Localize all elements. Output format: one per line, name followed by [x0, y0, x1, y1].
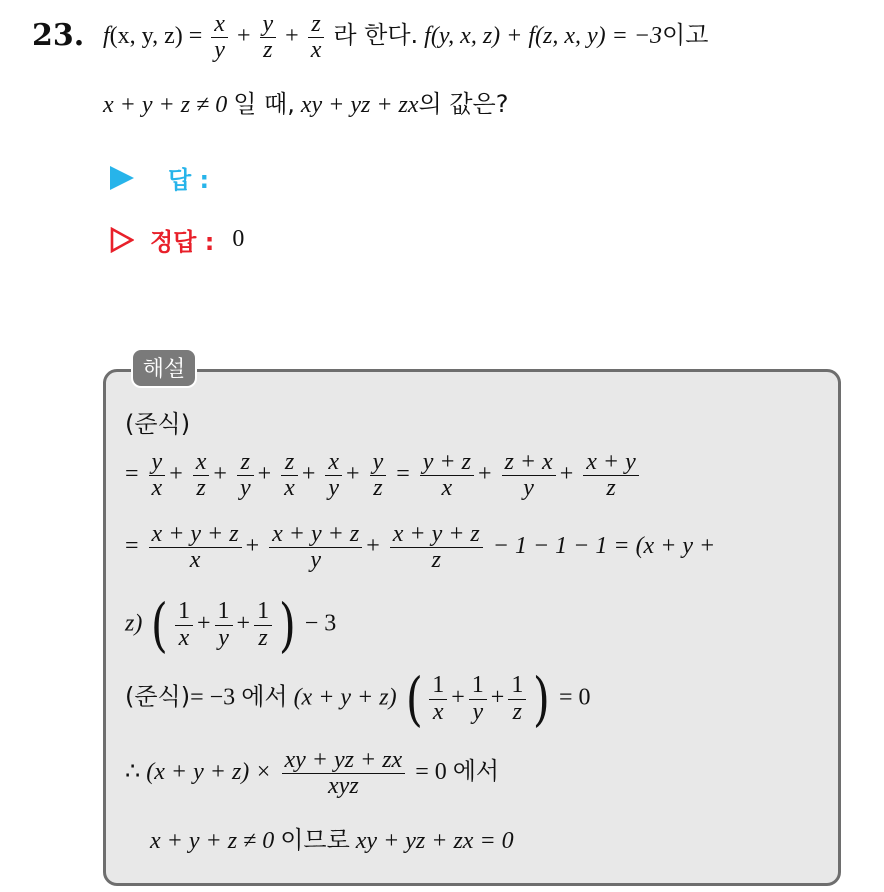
nonzero-condition: x + y + z ≠ 0	[150, 828, 275, 854]
fraction: $\frac{x + y + z}{z}$	[390, 522, 483, 573]
text-eseo: 에서	[241, 682, 288, 711]
fraction: $\frac{x + y}{z}$	[583, 450, 639, 501]
equals-sign: =	[396, 461, 410, 488]
fraction-z-over-x: $\frac{z}{x}$	[308, 12, 325, 63]
fraction-x-over-y: $\frac{x}{y}$	[211, 12, 228, 63]
correct-answer-value: 0	[232, 226, 245, 252]
fraction: $\frac{1}{x}$	[429, 673, 447, 724]
play-arrow-icon	[110, 166, 134, 190]
line4-tail: − 3	[304, 610, 337, 637]
function-args: (x, y, z) =	[109, 23, 203, 50]
solution-line-6	[125, 748, 499, 799]
fraction: $\frac{y}{z}$	[370, 450, 387, 501]
equals-sign: =	[125, 461, 139, 488]
fraction: $\frac{z + x}{y}$	[502, 450, 556, 501]
line5-tail: = 0	[558, 684, 591, 711]
text-imeuro: 이므로	[280, 826, 350, 854]
sum-factor: (x + y + z) ×	[146, 759, 272, 786]
fraction: $\frac{x}{z}$	[193, 450, 210, 501]
fraction: $\frac{1}{y}$	[215, 599, 233, 650]
text-eseo: 에서	[452, 757, 500, 786]
problem-line-2	[103, 84, 508, 119]
line4-head: z)	[125, 610, 143, 637]
equals-sign: =	[125, 533, 139, 560]
correct-answer-row	[110, 222, 244, 257]
fraction: $\frac{1}{x}$	[175, 599, 193, 650]
final-result: xy + yz + zx = 0	[355, 828, 514, 854]
answer-label: 답 :	[168, 166, 210, 194]
question-text: 의 값은?	[418, 90, 509, 118]
fraction: $\frac{y + z}{x}$	[420, 450, 474, 501]
fraction: $\frac{x}{y}$	[325, 450, 342, 501]
fraction: $\frac{x + y + z}{x}$	[149, 522, 242, 573]
outlined-arrow-icon	[110, 227, 134, 253]
sum-factor: (x + y + z)	[293, 684, 397, 711]
fraction-y-over-z: $\frac{y}{z}$	[260, 12, 277, 63]
nonzero-condition: x + y + z ≠ 0	[103, 92, 228, 118]
plus-sign: +	[285, 23, 299, 50]
fraction: $\frac{y}{x}$	[149, 450, 166, 501]
answer-row	[110, 160, 209, 195]
solution-line-3: = $\frac{x + y + z}{x}$ + $\frac{x + y + z}{y}$ + $\frac{x + y + z}{z}$ − 1 − 1 − 1 = (x + y +	[125, 521, 716, 574]
text-igo: 이고	[662, 21, 709, 50]
solution-line-4: z) ( $\frac{1}{x}$ + $\frac{1}{y}$ + $\frac{1}{z}$ ) − 3	[125, 591, 337, 659]
solution-line-5: (준식)= −3 에서 (x + y + z) ( $\frac{1}{x}$ + $\frac{1}{y}$ + $\frac{1}{z}$ ) = 0	[125, 665, 591, 733]
line6-tail: = 0	[415, 759, 447, 786]
text-ra-handa: 라 한다.	[333, 21, 419, 50]
solution-line-2: = $\frac{y}{x}$ + $\frac{x}{z}$ + $\frac{z}{y}$ + $\frac{z}{x}$ + $\frac{x}{y}$ + $\frac{y}{z}$ = $\frac{y + z}{x}$ + $\frac{z + x}{y}$ + $\frac{x + y}{z}$	[125, 450, 643, 501]
fraction: $\frac{xy + yz + zx}{\text{xyz}}$	[282, 748, 406, 799]
solution-tag: 해설	[131, 348, 197, 388]
therefore-symbol: ∴	[125, 759, 141, 786]
function-name: f	[103, 23, 110, 50]
line5-value: = −3	[190, 684, 236, 711]
condition-equation: f(y, x, z) + f(z, x, y) = −3	[424, 23, 663, 50]
fraction: $\frac{x + y + z}{y}$	[269, 522, 362, 573]
fraction: $\frac{1}{z}$	[254, 599, 272, 650]
fraction: $\frac{1}{z}$	[508, 673, 526, 724]
plus-sign: +	[236, 23, 251, 50]
fraction: $\frac{1}{y}$	[469, 673, 487, 724]
line3-tail: − 1 − 1 − 1 = (x + y +	[492, 533, 716, 560]
solution-line-7	[150, 820, 514, 855]
solution-line-1: (준식)	[125, 410, 191, 438]
fraction: $\frac{z}{x}$	[281, 450, 298, 501]
problem-number: 23.	[32, 18, 85, 53]
problem-line-1	[103, 12, 708, 63]
text-il-ttae: 일 때,	[233, 90, 295, 118]
target-expression: xy + yz + zx	[300, 92, 419, 118]
fraction: $\frac{z}{y}$	[237, 450, 254, 501]
correct-answer-label: 정답 :	[150, 228, 215, 256]
line5-head: (준식)	[125, 682, 191, 711]
